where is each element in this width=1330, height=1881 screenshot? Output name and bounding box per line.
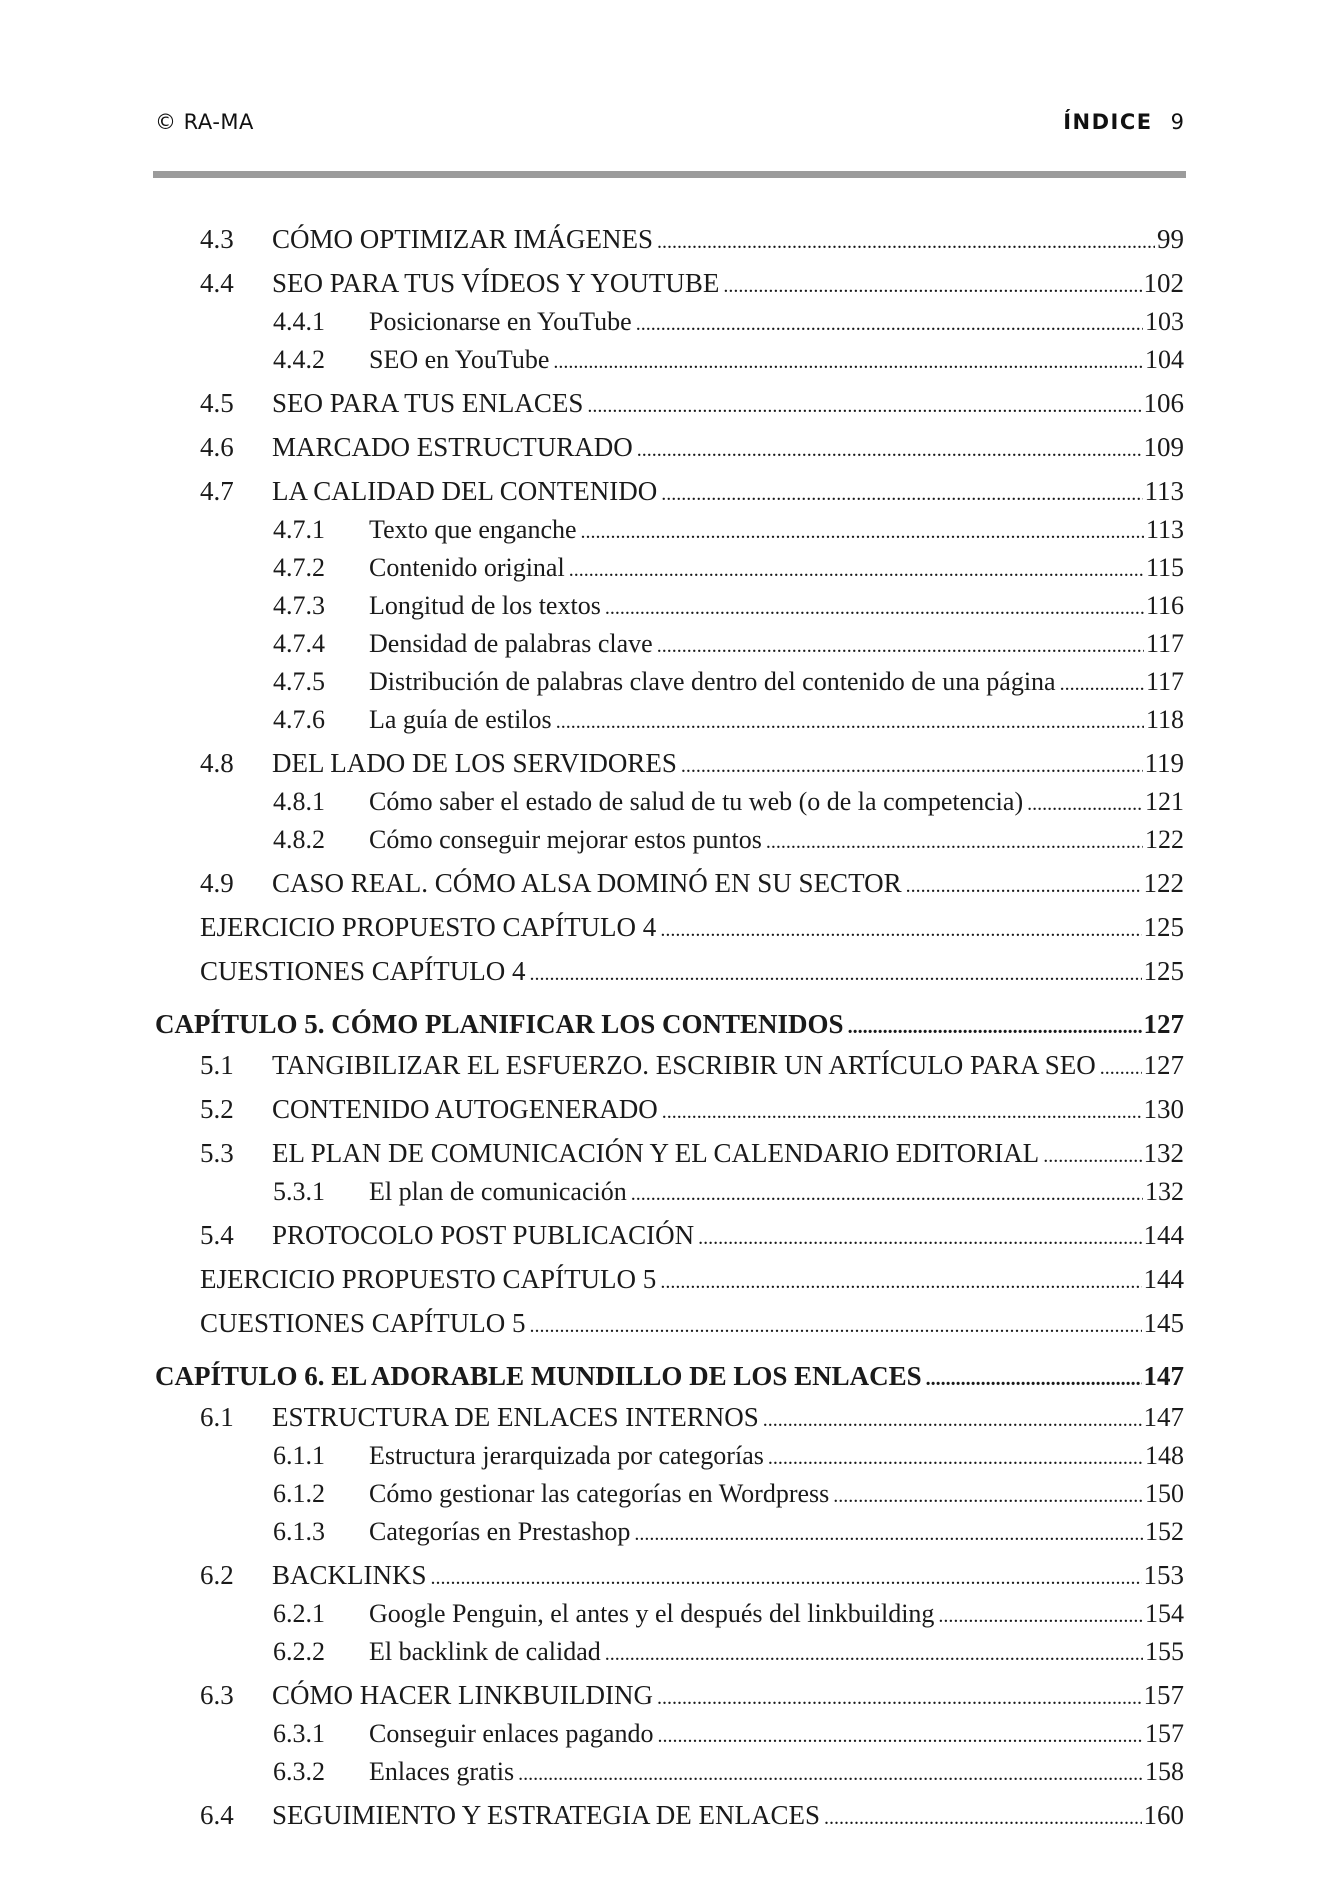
- toc-entry-title: MARCADO ESTRUCTURADO: [272, 432, 633, 462]
- toc-chapter-entry: [155, 1360, 1184, 1395]
- toc-section-entry: [155, 223, 1184, 258]
- toc-entry-page: 158: [1145, 1757, 1184, 1786]
- toc-entry-title: Posicionarse en YouTube: [369, 307, 632, 336]
- toc-entry-title: TANGIBILIZAR EL ESFUERZO. ESCRIBIR UN ARTÍCULO PARA SEO: [272, 1050, 1096, 1080]
- toc-entry-title: Enlaces gratis: [369, 1757, 515, 1786]
- toc-entry-number: 5.3.1: [273, 1177, 325, 1206]
- toc-subsection-entry: [155, 628, 1184, 662]
- toc-section-entry: [155, 867, 1184, 902]
- toc-entry-page: 127: [1143, 1050, 1184, 1080]
- toc-entry-page: 118: [1145, 705, 1184, 734]
- toc-entry-title: Cómo saber el estado de salud de tu web (o de la competencia): [369, 787, 1024, 816]
- toc-subsection-entry: [155, 1176, 1184, 1210]
- toc-entry-page: 150: [1145, 1479, 1184, 1508]
- toc-entry-number: 4.4.2: [273, 345, 325, 374]
- dot-leader: [518, 1758, 1143, 1790]
- toc-entry-number: 4.7.3: [273, 591, 325, 620]
- toc-entry-number: 4.6: [200, 432, 234, 462]
- toc-section-entry: [155, 911, 1184, 946]
- toc-section-entry: [155, 1219, 1184, 1254]
- toc-entry-number: 4.8: [200, 748, 234, 778]
- dot-leader: [660, 914, 1141, 946]
- toc-entry-page: 115: [1145, 553, 1184, 582]
- toc-entry-title: Conseguir enlaces pagando: [369, 1719, 654, 1748]
- toc-section-entry: [155, 747, 1184, 782]
- toc-entry-title: Estructura jerarquizada por categorías: [369, 1441, 764, 1470]
- toc-subsection-entry: [155, 344, 1184, 378]
- toc-entry-title: EL PLAN DE COMUNICACIÓN Y EL CALENDARIO EDITORIAL: [272, 1138, 1040, 1168]
- dot-leader: [556, 706, 1144, 738]
- dot-leader: [681, 750, 1143, 782]
- toc-entry-title: SEO PARA TUS ENLACES: [272, 388, 584, 418]
- toc-entry-title: ESTRUCTURA DE ENLACES INTERNOS: [272, 1402, 759, 1432]
- toc-entry-title: Categorías en Prestashop: [369, 1517, 631, 1546]
- dot-leader: [1100, 1052, 1142, 1084]
- toc-entry-title: CAPÍTULO 6. EL ADORABLE MUNDILLO DE LOS ENLACES: [155, 1361, 922, 1391]
- toc-section-entry: [155, 955, 1184, 990]
- toc-entry-title: CÓMO OPTIMIZAR IMÁGENES: [272, 224, 654, 254]
- toc-entry-number: 6.1.2: [273, 1479, 325, 1508]
- toc-entry-number: 4.8.2: [273, 825, 325, 854]
- toc-entry-number: 4.8.1: [273, 787, 325, 816]
- dot-leader: [723, 270, 1141, 302]
- dot-leader: [824, 1802, 1142, 1834]
- toc-entry-number: 6.4: [200, 1800, 234, 1830]
- toc-section-entry: [155, 1559, 1184, 1594]
- toc-subsection-entry: [155, 786, 1184, 820]
- toc-entry-title: Google Penguin, el antes y el después del linkbuilding: [369, 1599, 935, 1628]
- toc-subsection-entry: [155, 824, 1184, 858]
- dot-leader: [581, 516, 1144, 548]
- toc-entry-number: 4.4.1: [273, 307, 325, 336]
- dot-leader: [657, 1682, 1142, 1714]
- dot-leader: [1043, 1140, 1141, 1172]
- table-of-contents: [155, 223, 1184, 1834]
- toc-entry-page: 122: [1145, 825, 1184, 854]
- toc-entry-number: 4.7.5: [273, 667, 325, 696]
- toc-section-entry: [155, 1093, 1184, 1128]
- toc-entry-page: 132: [1145, 1177, 1184, 1206]
- toc-entry-page: 160: [1143, 1800, 1184, 1830]
- toc-section-entry: [155, 475, 1184, 510]
- toc-entry-title: La guía de estilos: [369, 705, 552, 734]
- toc-entry-number: 6.2.2: [273, 1637, 325, 1666]
- toc-entry-number: 6.2.1: [273, 1599, 325, 1628]
- toc-entry-page: 154: [1145, 1599, 1184, 1628]
- toc-entry-number: 6.2: [200, 1560, 234, 1590]
- toc-entry-page: 157: [1143, 1680, 1184, 1710]
- toc-subsection-entry: [155, 1478, 1184, 1512]
- toc-entry-number: 6.3: [200, 1680, 234, 1710]
- toc-entry-page: 147: [1143, 1361, 1184, 1391]
- toc-entry-number: 4.9: [200, 868, 234, 898]
- toc-entry-page: 152: [1145, 1517, 1184, 1546]
- toc-entry-title: CÓMO HACER LINKBUILDING: [272, 1680, 653, 1710]
- header-rule: [153, 171, 1186, 178]
- toc-entry-page: 144: [1143, 1220, 1184, 1250]
- dot-leader: [657, 226, 1155, 258]
- toc-entry-title: PROTOCOLO POST PUBLICACIÓN: [272, 1220, 695, 1250]
- toc-entry-number: 5.3: [200, 1138, 234, 1168]
- toc-entry-title: Contenido original: [369, 553, 565, 582]
- toc-entry-number: 5.1: [200, 1050, 234, 1080]
- toc-entry-page: 132: [1143, 1138, 1184, 1168]
- toc-entry-page: 117: [1145, 667, 1184, 696]
- page-header: [155, 110, 1184, 140]
- toc-entry-number: 5.2: [200, 1094, 234, 1124]
- toc-entry-number: 4.7.2: [273, 553, 325, 582]
- toc-entry-page: 106: [1143, 388, 1184, 418]
- toc-section-entry: [155, 1137, 1184, 1172]
- toc-entry-page: 99: [1157, 224, 1184, 254]
- toc-entry-title: CAPÍTULO 5. CÓMO PLANIFICAR LOS CONTENIDOS: [155, 1009, 844, 1039]
- toc-entry-title: CUESTIONES CAPÍTULO 4: [200, 956, 526, 986]
- page-number: 9: [1170, 110, 1184, 134]
- dot-leader: [661, 478, 1142, 510]
- dot-leader: [698, 1222, 1141, 1254]
- toc-entry-title: El plan de comunicación: [369, 1177, 627, 1206]
- toc-entry-title: SEO PARA TUS VÍDEOS Y YOUTUBE: [272, 268, 720, 298]
- dot-leader: [662, 1096, 1142, 1128]
- toc-entry-page: 104: [1145, 345, 1184, 374]
- toc-entry-number: 6.1.3: [273, 1517, 325, 1546]
- toc-entry-page: 103: [1145, 307, 1184, 336]
- toc-subsection-entry: [155, 552, 1184, 586]
- toc-subsection-entry: [155, 1718, 1184, 1752]
- dot-leader: [553, 346, 1143, 378]
- toc-entry-number: 6.3.1: [273, 1719, 325, 1748]
- toc-entry-page: 113: [1145, 515, 1184, 544]
- toc-entry-title: Densidad de palabras clave: [369, 629, 653, 658]
- dot-leader: [660, 1266, 1141, 1298]
- toc-entry-page: 155: [1145, 1637, 1184, 1666]
- toc-section-entry: [155, 1263, 1184, 1298]
- dot-leader: [530, 958, 1142, 990]
- toc-entry-title: DEL LADO DE LOS SERVIDORES: [272, 748, 677, 778]
- toc-entry-page: 130: [1143, 1094, 1184, 1124]
- toc-entry-number: 6.3.2: [273, 1757, 325, 1786]
- dot-leader: [657, 630, 1144, 662]
- toc-entry-number: 6.1.1: [273, 1441, 325, 1470]
- toc-entry-page: 148: [1145, 1441, 1184, 1470]
- toc-subsection-entry: [155, 514, 1184, 548]
- toc-entry-title: Distribución de palabras clave dentro del contenido de una página: [369, 667, 1056, 696]
- toc-entry-page: 117: [1145, 629, 1184, 658]
- toc-entry-number: 4.7.4: [273, 629, 325, 658]
- dot-leader: [569, 554, 1144, 586]
- running-head-title: ÍNDICE: [1063, 110, 1153, 134]
- toc-entry-title: Longitud de los textos: [369, 591, 601, 620]
- toc-section-entry: [155, 1307, 1184, 1342]
- toc-entry-number: 5.4: [200, 1220, 234, 1250]
- toc-entry-title: Cómo conseguir mejorar estos puntos: [369, 825, 762, 854]
- toc-entry-number: 4.4: [200, 268, 234, 298]
- dot-leader: [631, 1178, 1143, 1210]
- toc-entry-title: CONTENIDO AUTOGENERADO: [272, 1094, 658, 1124]
- dot-leader: [1060, 668, 1144, 700]
- dot-leader: [431, 1562, 1142, 1594]
- toc-entry-page: 153: [1143, 1560, 1184, 1590]
- toc-entry-page: 109: [1143, 432, 1184, 462]
- toc-entry-page: 121: [1145, 787, 1184, 816]
- dot-leader: [530, 1310, 1142, 1342]
- toc-entry-title: CUESTIONES CAPÍTULO 5: [200, 1308, 526, 1338]
- toc-entry-page: 157: [1145, 1719, 1184, 1748]
- toc-entry-number: 4.5: [200, 388, 234, 418]
- toc-section-entry: [155, 387, 1184, 422]
- toc-section-entry: [155, 1799, 1184, 1834]
- toc-entry-title: BACKLINKS: [272, 1560, 427, 1590]
- toc-entry-number: 4.3: [200, 224, 234, 254]
- toc-entry-title: LA CALIDAD DEL CONTENIDO: [272, 476, 658, 506]
- toc-entry-number: 4.7: [200, 476, 234, 506]
- toc-entry-number: 4.7.1: [273, 515, 325, 544]
- dot-leader: [926, 1363, 1142, 1395]
- toc-entry-page: 113: [1144, 476, 1184, 506]
- toc-entry-page: 145: [1143, 1308, 1184, 1338]
- dot-leader: [636, 308, 1143, 340]
- toc-entry-page: 116: [1145, 591, 1184, 620]
- toc-entry-title: SEGUIMIENTO Y ESTRATEGIA DE ENLACES: [272, 1800, 820, 1830]
- dot-leader: [833, 1480, 1143, 1512]
- toc-subsection-entry: [155, 666, 1184, 700]
- toc-entry-title: Cómo gestionar las categorías en Wordpress: [369, 1479, 830, 1508]
- toc-entry-title: EJERCICIO PROPUESTO CAPÍTULO 4: [200, 912, 657, 942]
- dot-leader: [763, 1404, 1142, 1436]
- toc-entry-title: CASO REAL. CÓMO ALSA DOMINÓ EN SU SECTOR: [272, 868, 902, 898]
- dot-leader: [938, 1600, 1143, 1632]
- dot-leader: [587, 390, 1141, 422]
- toc-section-entry: [155, 431, 1184, 466]
- toc-entry-title: EJERCICIO PROPUESTO CAPÍTULO 5: [200, 1264, 657, 1294]
- toc-subsection-entry: [155, 1516, 1184, 1550]
- toc-entry-number: 6.1: [200, 1402, 234, 1432]
- publisher-mark: © RA-MA: [155, 110, 254, 134]
- toc-subsection-entry: [155, 306, 1184, 340]
- dot-leader: [605, 1638, 1143, 1670]
- dot-leader: [906, 870, 1142, 902]
- toc-subsection-entry: [155, 704, 1184, 738]
- toc-section-entry: [155, 1401, 1184, 1436]
- toc-entry-title: SEO en YouTube: [369, 345, 550, 374]
- toc-entry-page: 119: [1144, 748, 1184, 778]
- dot-leader: [605, 592, 1144, 624]
- dot-leader: [1027, 788, 1143, 820]
- running-head: [1063, 110, 1184, 134]
- toc-subsection-entry: [155, 590, 1184, 624]
- dot-leader: [634, 1518, 1143, 1550]
- toc-section-entry: [155, 267, 1184, 302]
- dot-leader: [848, 1011, 1142, 1043]
- toc-subsection-entry: [155, 1756, 1184, 1790]
- toc-entry-number: 4.7.6: [273, 705, 325, 734]
- toc-chapter-entry: [155, 1008, 1184, 1043]
- toc-subsection-entry: [155, 1440, 1184, 1474]
- dot-leader: [766, 826, 1143, 858]
- toc-entry-page: 122: [1143, 868, 1184, 898]
- toc-entry-page: 125: [1143, 912, 1184, 942]
- toc-subsection-entry: [155, 1636, 1184, 1670]
- toc-entry-title: El backlink de calidad: [369, 1637, 601, 1666]
- toc-entry-page: 144: [1143, 1264, 1184, 1294]
- toc-section-entry: [155, 1679, 1184, 1714]
- dot-leader: [768, 1442, 1143, 1474]
- toc-entry-page: 147: [1143, 1402, 1184, 1432]
- toc-section-entry: [155, 1049, 1184, 1084]
- toc-entry-title: Texto que enganche: [369, 515, 577, 544]
- toc-entry-page: 127: [1143, 1009, 1184, 1039]
- dot-leader: [637, 434, 1142, 466]
- dot-leader: [657, 1720, 1143, 1752]
- toc-entry-page: 102: [1143, 268, 1184, 298]
- toc-entry-page: 125: [1143, 956, 1184, 986]
- toc-subsection-entry: [155, 1598, 1184, 1632]
